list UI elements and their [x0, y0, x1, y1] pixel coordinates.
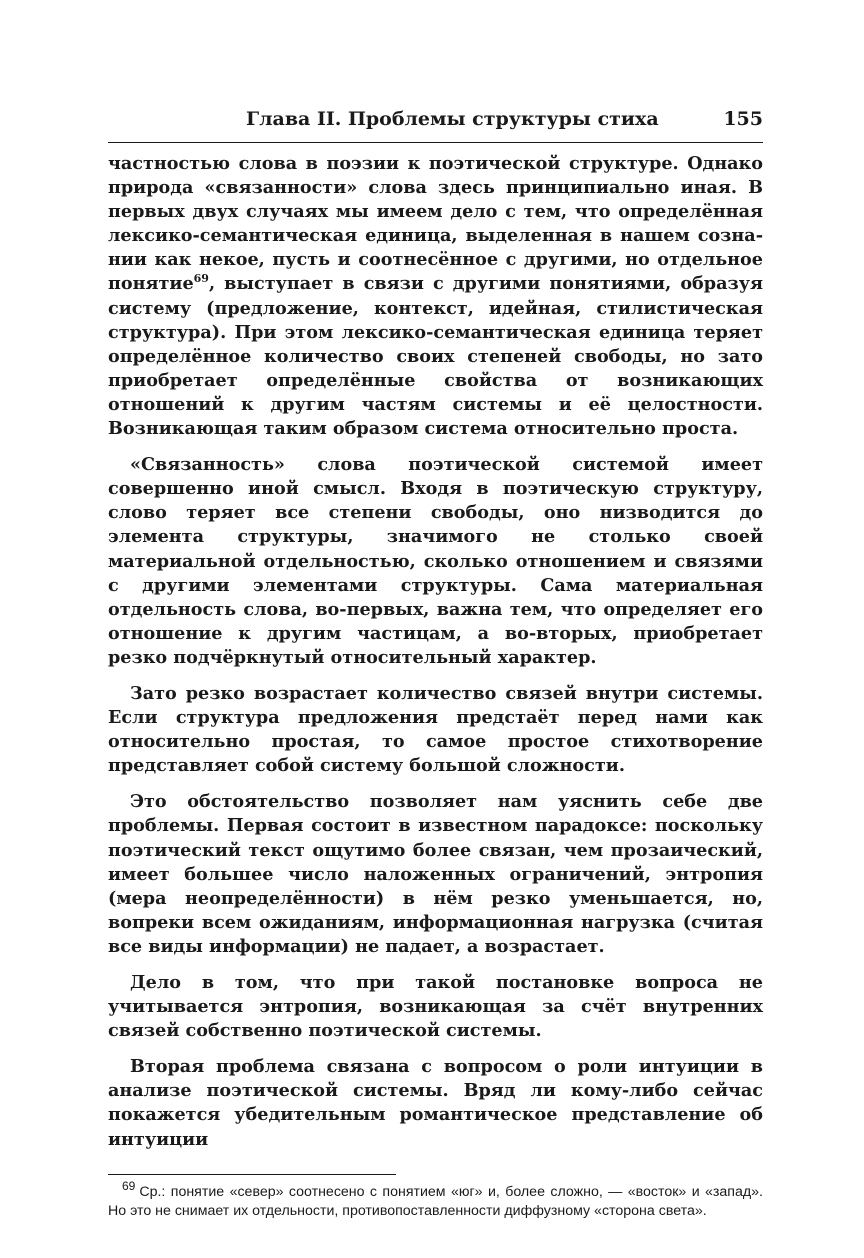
footnote [108, 1178, 763, 1222]
footnote-rule [108, 1174, 396, 1175]
book-page [108, 100, 763, 1222]
paragraph-3: Зато резко возрастает количество связей внутри системы. Если структура предложения предстаёт перед нами как относительно простая, то самое простое стихотворение представляет собой систему большой сложности. [108, 682, 763, 777]
body-text [108, 152, 763, 1152]
header-rule [108, 142, 763, 143]
footnote-text: Ср.: понятие «север» соотнесено с понятием «юг» и, более сложно, — «восток» и «запад». Но это не снимает их отдельности, противопоставленности диффузному «сторона света». [108, 1183, 763, 1220]
paragraph-2: «Связанность» слова поэтической системой имеет совершенно иной смысл. Входя в поэтическую структуру, слово теряет все степени свободы, оно низводится до элемента структуры, значимого не столько своей материальной отдельностью, сколько отношением и связями с другими элементами структуры. Сама материальная отдельность слова, во-первых, важна тем, что определяет его отношение к другим частицам, а во-вторых, приобретает резко подчёркнутый относительный характер. [108, 454, 763, 668]
paragraph-5: Дело в том, что при такой постановке вопроса не учитывается энтропия, возникающая за счёт внутренних связей собственно поэтической системы. [108, 972, 763, 1042]
paragraph-1-text-end: , выступает в связи с другими понятиями, образуя систему (предложение, контекст, идейная, стилистическая структура). При этом лексико-семантическая единица теряет определённое количество своих степеней свободы, но зато приобретает определённые свойства от возникающих отношений к другим частям системы и её целостности. Возникающая таким образом система относительно проста. [108, 273, 763, 440]
paragraph-1 [108, 152, 763, 441]
footnote-number: 69 [122, 1178, 136, 1193]
chapter-title: Глава II. Проблемы структуры стиха [246, 108, 659, 130]
paragraph-4: Это обстоятельство позволяет нам уяснить себе две проблемы. Первая состоит в известном парадоксе: поскольку поэтический текст ощутимо более связан, чем прозаический, имеет большее число наложенных ограничений, энтропия (мера неопределённости) в нём резко уменьшается, но, вопреки всем ожиданиям, информационная нагрузка (считая все виды информации) не падает, а возрастает. [108, 791, 763, 957]
paragraph-6: Вторая проблема связана с вопросом о роли интуиции в анализе поэтической системы. Вряд ли кому-либо сейчас покажется убедительным романтическое представление об интуиции [108, 1056, 763, 1150]
running-head [108, 100, 763, 140]
page-number: 155 [723, 108, 763, 130]
footnote-marker: 69 [193, 272, 209, 286]
paragraph-1-text-start: частностью слова в поэзии к поэтической структуре. Однако природа «связанности» слова здесь принципиально иная. В первых двух случаях мы имеем дело с тем, что определённая лексико-семантическая единица, выделенная в нашем сознании как некое, пусть и соотнесённое с другими, но отдельное понятие [108, 153, 763, 295]
